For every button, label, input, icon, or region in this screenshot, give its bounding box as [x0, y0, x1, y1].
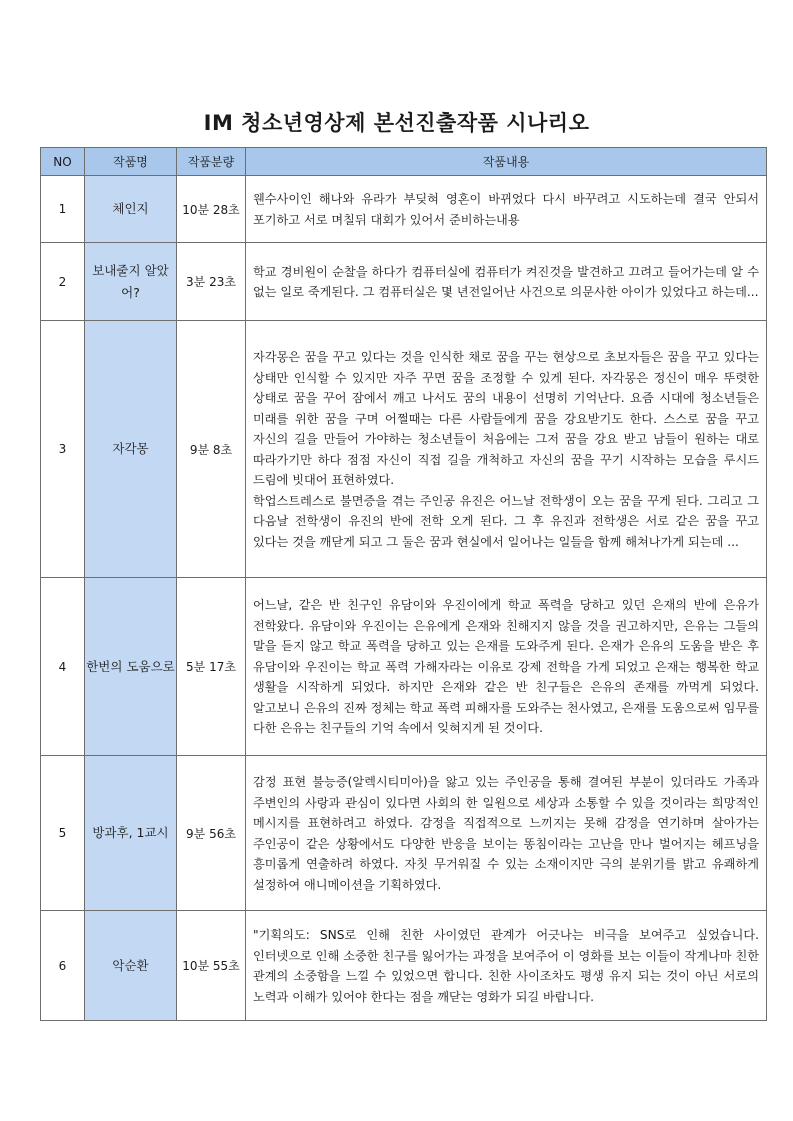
row-content-paragraph: 어느날, 같은 반 친구인 유담이와 우진이에게 학교 폭력을 당하고 있던 은재의 반에 은유가 전학왔다. 유담이와 우진이는 은유에게 은재와 친해지지 않을 것을 권고하지만, 은유는 그들의 말을 듣지 않고 학교 폭력을 당하고 있는 은재를 도와주게 된다. 은재가 은유의 도움을 받은 후 유담이와 우진이는 학교 폭력 가해자라는 이유로 강제 전학을 가게 되었고 은재는 행복한 학교 생활을 시작하게 되었다. 하지만 은재와 같은 반 친구들은 은유의 존재를 까먹게 되었다. 알고보니 은유의 진짜 정체는 학교 폭력 피해자를 도와주는 천사였고, 은재를 도움으로써 임무를 다한 은유는 친구들의 기억 속에서 잊혀지게 된 것이다.: [253, 598, 759, 736]
row-title-line: 알았어?: [121, 262, 169, 300]
row-content: [246, 321, 767, 578]
row-title-line: 체인지: [112, 201, 149, 216]
row-content-paragraph: 웬수사이인 해나와 유라가 부딪혀 영혼이 바뀌었다 다시 바꾸려고 시도하는데 결국 안되서 포기하고 서로 며칠뒤 대회가 있어서 준비하는내용: [253, 192, 759, 227]
row-no: 1: [41, 176, 85, 243]
row-length: 10분 55초: [177, 911, 246, 1021]
header-name: 작품명: [85, 148, 177, 176]
row-content-paragraph: 학업스트레스로 불면증을 겪는 주인공 유진은 어느날 전학생이 오는 꿈을 꾸게 된다. 그리고 그 다음날 전학생이 유진의 반에 전학 오게 된다. 그 후 유진과 전학생은 서로 같은 꿈을 꾸고 있다는 것을 깨닫게 되고 그 둘은 꿈과 현실에서 일어나는 일들을 함께 해쳐나가게 되는데 ...: [253, 493, 759, 549]
row-content-paragraph: 자각몽은 꿈을 꾸고 있다는 것을 인식한 채로 꿈을 꾸는 현상으로 초보자들은 꿈을 꾸고 있다는 상태만 인식할 수 있지만 자주 꾸면 꿈을 조정할 수 있게 된다. 자각몽은 정신이 매우 뚜렷한 상태로 꿈을 꾸어 잠에서 깨고 나서도 꿈의 내용이 선명히 기억난다. 요즘 시대에 청소년들은 미래를 위한 꿈을 구며 어쩔때는 다른 사람들에게 꿈을 강요받기도 한다. 스스로 꿈을 꾸고 자신의 길을 만들어 가야하는 청소년들이 처음에는 그저 꿈을 강요 받고 남들이 원하는 대로 따라가기만 하다 점점 자신이 직접 길을 개척하고 자신의 꿈을 꾸기 시작하는 모습을 루시드 드림에 빗대어 표현하였다.: [253, 350, 759, 487]
row-title-line: 한번의: [86, 658, 123, 674]
row-content: [246, 911, 767, 1021]
header-no: NO: [41, 148, 85, 176]
row-content: [246, 243, 767, 321]
document-title: IM 청소년영상제 본선진출작품 시나리오: [203, 111, 590, 135]
row-content-paragraph: 학교 경비원이 순찰을 하다가 컴퓨터실에 컴퓨터가 켜진것을 발견하고 끄려고 들어가는데 알 수 없는 일로 죽게된다. 그 컴퓨터실은 몇 년전일어난 사건으로 의문사한 아이가 있었다고 하는데...: [253, 264, 759, 299]
row-title: [85, 756, 177, 911]
row-title-line: 악순환: [112, 957, 149, 973]
row-length: 3분 23초: [177, 243, 246, 321]
row-title-line: 방과후,: [92, 825, 133, 840]
row-content: [246, 578, 767, 756]
row-title: [85, 243, 177, 321]
row-length: 9분 8초: [177, 321, 246, 578]
row-title: [85, 176, 177, 243]
row-no: 3: [41, 321, 85, 578]
table-row: [41, 176, 767, 243]
row-content-paragraph: 감정 표현 불능증(알렉시티미아)을 앓고 있는 주인공을 통해 결여된 부분이 있더라도 가족과 주변인의 사랑과 관심이 있다면 사회의 한 일원으로 세상과 소통할 수 있을 것이라는 희망적인 메시지를 표현하려고 하였다. 감정을 직접적으로 느끼지는 못해 감정을 연기하며 살아가는 주인공이 같은 상황에서도 다양한 반응을 보이는 똥침이라는 고난을 만나 벌어지는 헤프닝을 흥미롭게 연출하려 하였다. 자칫 무거워질 수 있는 소재이지만 극의 분위기를 밝고 유쾌하게 설정하여 애니메이션을 기획하였다.: [253, 775, 759, 892]
row-length: 5분 17초: [177, 578, 246, 756]
row-length: 10분 28초: [177, 176, 246, 243]
table-row: [41, 321, 767, 578]
row-title-line: 도움으로: [126, 658, 175, 674]
header-length: 작품분량: [177, 148, 246, 176]
row-content-paragraph: "기획의도: SNS로 인해 친한 사이였던 관계가 어긋나는 비극을 보여주고 싶었습니다. 인터넷으로 인해 소중한 친구를 잃어가는 과정을 보여주어 이 영화를 보는 이들이 작게나마 친한 관계의 소중함을 느낄 수 있었으면 합니다. 친한 사이조차도 평생 유지 되는 것이 아닌 서로의 노력과 이해가 있어야 한다는 점을 깨닫는 영화가 되길 바랍니다.: [253, 928, 759, 1004]
row-title: [85, 578, 177, 756]
row-title-line: 보내줄지: [92, 262, 141, 278]
row-no: 5: [41, 756, 85, 911]
row-content: [246, 756, 767, 911]
row-no: 4: [41, 578, 85, 756]
row-title: [85, 321, 177, 578]
row-length: 9분 56초: [177, 756, 246, 911]
table-row: [41, 578, 767, 756]
row-title-line: 자각몽: [112, 441, 149, 456]
header-content: 작품내용: [246, 148, 767, 176]
table-row: [41, 756, 767, 911]
table-header-row: [41, 148, 767, 176]
scenario-table: [40, 147, 767, 1021]
row-content: [246, 176, 767, 243]
table-row: [41, 243, 767, 321]
row-no: 6: [41, 911, 85, 1021]
row-title-line: 1교시: [136, 825, 169, 840]
table-row: [41, 911, 767, 1021]
row-no: 2: [41, 243, 85, 321]
row-title: [85, 911, 177, 1021]
